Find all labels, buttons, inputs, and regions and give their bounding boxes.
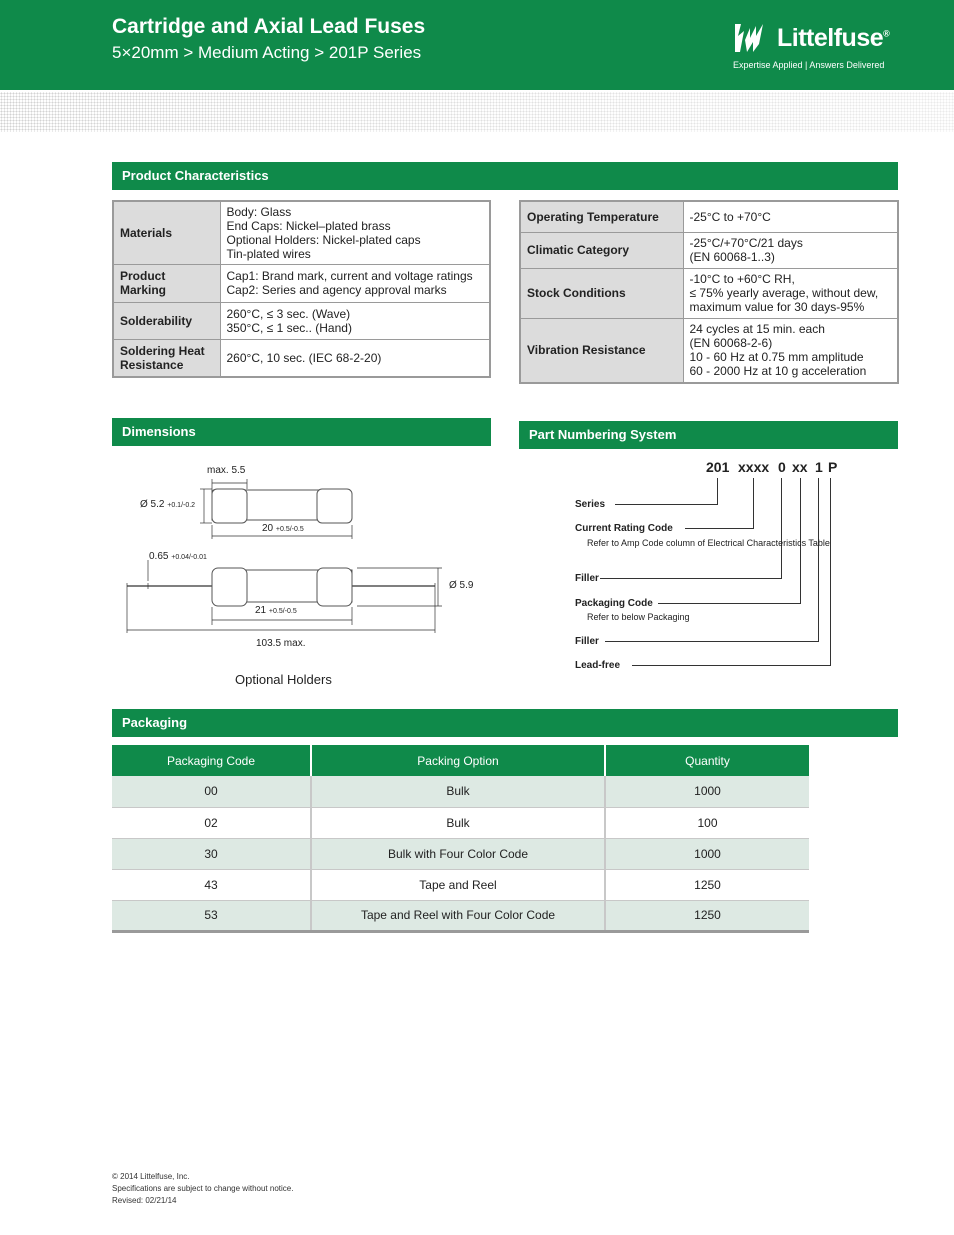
char-value: -25°C/+70°C/21 days (EN 60068-1..3): [683, 232, 898, 268]
char-label: Operating Temperature: [520, 201, 683, 232]
char-label: Product Marking: [113, 264, 220, 302]
littelfuse-logo-icon: [733, 22, 769, 54]
page-subtitle: 5×20mm > Medium Acting > 201P Series: [112, 43, 422, 62]
dimensions-drawing: [112, 455, 492, 695]
dim-length-20: 20 +0.5/-0.5: [262, 523, 304, 534]
pn-packaging-label: Packaging Code: [575, 598, 653, 609]
char-value: Cap1: Brand mark, current and voltage ratings Cap2: Series and agency approval marks: [220, 264, 490, 302]
dim-diameter-main: Ø 5.2 +0.1/-0.2: [140, 499, 196, 510]
char-label: Solderability: [113, 302, 220, 339]
characteristics-table-right: [519, 200, 899, 384]
table-row: [112, 900, 809, 931]
packaging-header-code: Packaging Code: [112, 745, 311, 776]
section-product-characteristics: Product Characteristics: [112, 162, 898, 190]
pn-series-label: Series: [575, 499, 606, 510]
dimensions-caption: Optional Holders: [235, 672, 332, 687]
char-value: 24 cycles at 15 min. each (EN 60068-2-6) 10 - 60 Hz at 0.75 mm amplitude 60 - 2000 Hz at 10 g acceleration: [683, 318, 898, 383]
char-value: -10°C to +60°C RH, ≤ 75% yearly average, without dew, maximum value for 30 days-95%: [683, 268, 898, 318]
pn-leadfree-code: P: [828, 459, 838, 475]
cell-code: 53: [112, 900, 311, 931]
table-row: [112, 838, 809, 869]
dim-max-cap: max. 5.5: [207, 465, 246, 476]
char-label: Vibration Resistance: [520, 318, 683, 383]
char-value: Body: Glass End Caps: Nickel–plated brass Optional Holders: Nickel-plated caps Tin-plated wires: [220, 201, 490, 264]
dim-total-length: 103.5 max.: [256, 638, 306, 649]
char-label: Stock Conditions: [520, 268, 683, 318]
char-label: Soldering Heat Resistance: [113, 339, 220, 377]
table-row: [112, 776, 809, 807]
footer-revised: Revised: 02/21/14: [112, 1196, 177, 1205]
table-row: [112, 807, 809, 838]
dim-diameter-holder: Ø 5.9: [449, 580, 474, 591]
cell-option: Bulk: [311, 776, 605, 807]
packaging-header-option: Packing Option: [311, 745, 605, 776]
logo-wordmark: Littelfuse®: [777, 24, 890, 52]
pn-leadfree-label: Lead-free: [575, 660, 621, 671]
cell-code: 30: [112, 838, 311, 869]
footer-copyright: © 2014 Littelfuse, Inc.: [112, 1172, 190, 1181]
cell-code: 00: [112, 776, 311, 807]
table-row: [112, 869, 809, 900]
cell-quantity: 1250: [605, 869, 809, 900]
char-value: 260°C, 10 sec. (IEC 68-2-20): [220, 339, 490, 377]
pn-packaging-note: Refer to below Packaging: [587, 612, 690, 622]
cell-option: Bulk with Four Color Code: [311, 838, 605, 869]
cell-option: Tape and Reel: [311, 869, 605, 900]
char-value: 260°C, ≤ 3 sec. (Wave) 350°C, ≤ 1 sec.. (Hand): [220, 302, 490, 339]
dim-wire-diameter: 0.65 +0.04/-0.01: [149, 551, 207, 562]
section-part-numbering: Part Numbering System: [519, 421, 898, 449]
cell-code: 02: [112, 807, 311, 838]
page-title: Cartridge and Axial Lead Fuses: [112, 15, 426, 38]
pn-series-code: 201: [706, 459, 730, 475]
pn-filler2-code: 1: [815, 459, 823, 475]
cell-option: Tape and Reel with Four Color Code: [311, 900, 605, 931]
cell-quantity: 100: [605, 807, 809, 838]
packaging-table: [112, 745, 809, 933]
char-value: -25°C to +70°C: [683, 201, 898, 232]
cell-code: 43: [112, 869, 311, 900]
cell-quantity: 1000: [605, 838, 809, 869]
dim-length-21: 21 +0.5/-0.5: [255, 605, 297, 616]
characteristics-table-left: [112, 200, 491, 378]
pn-filler2-label: Filler: [575, 636, 599, 647]
fuse-drawing: [112, 455, 492, 695]
char-label: Climatic Category: [520, 232, 683, 268]
pn-filler-label: Filler: [575, 573, 599, 584]
cell-quantity: 1000: [605, 776, 809, 807]
char-label: Materials: [113, 201, 220, 264]
page-footer: [112, 1171, 293, 1207]
cell-option: Bulk: [311, 807, 605, 838]
pn-rating-label: Current Rating Code: [575, 523, 673, 534]
part-numbering-diagram: [520, 450, 898, 690]
pn-filler-code: 0: [778, 459, 786, 475]
pn-rating-code: xxxx: [738, 459, 770, 475]
littelfuse-logo[interactable]: [733, 22, 890, 70]
section-packaging: Packaging: [112, 709, 898, 737]
pn-packaging-code: xx: [792, 459, 808, 475]
page-header: [0, 0, 954, 90]
section-dimensions: Dimensions: [112, 418, 491, 446]
packaging-header-quantity: Quantity: [605, 745, 809, 776]
footer-notice: Specifications are subject to change without notice.: [112, 1184, 294, 1193]
cell-quantity: 1250: [605, 900, 809, 931]
logo-tagline: Expertise Applied | Answers Delivered: [733, 60, 885, 70]
pn-rating-note: Refer to Amp Code column of Electrical Characteristics Table: [587, 538, 830, 548]
